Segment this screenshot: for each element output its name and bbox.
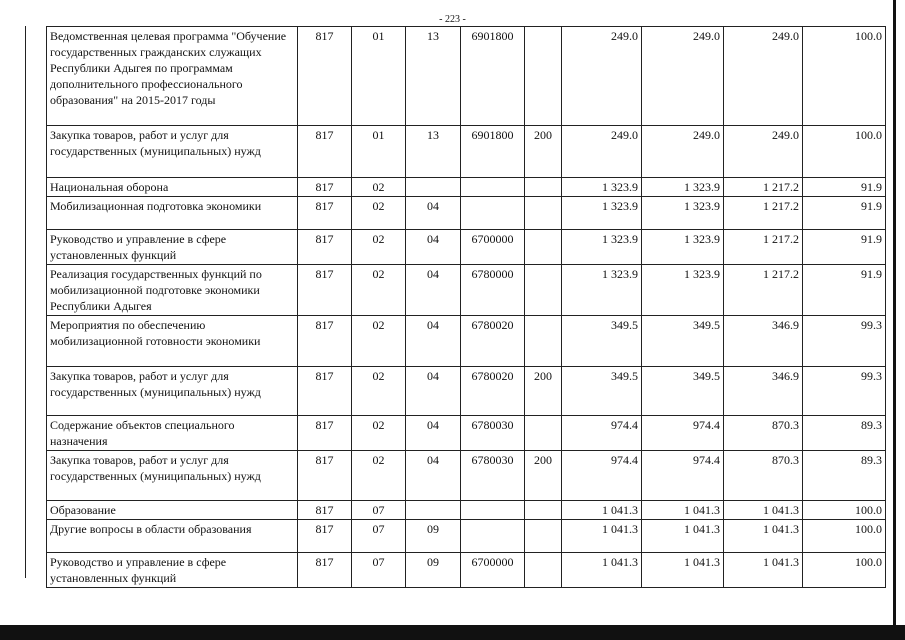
cell-name: Другие вопросы в области образования <box>47 520 298 553</box>
table-row <box>47 416 886 451</box>
cell-name: Национальная оборона <box>47 178 298 197</box>
budget-table <box>46 26 886 588</box>
cell-subsection: 04 <box>406 416 461 451</box>
cell-name: Мобилизационная подготовка экономики <box>47 197 298 230</box>
cell-ministry: 817 <box>298 553 352 588</box>
cell-section: 02 <box>352 197 406 230</box>
cell-percent: 100.0 <box>803 501 886 520</box>
cell-ministry: 817 <box>298 316 352 367</box>
cell-refined: 1 323.9 <box>642 178 724 197</box>
cell-ministry: 817 <box>298 178 352 197</box>
cell-plan: 1 323.9 <box>562 230 642 265</box>
cell-target: 6780030 <box>461 416 525 451</box>
cell-expense <box>525 230 562 265</box>
cell-target <box>461 501 525 520</box>
cell-plan: 249.0 <box>562 27 642 126</box>
cell-target: 6780030 <box>461 451 525 501</box>
cell-ministry: 817 <box>298 501 352 520</box>
cell-subsection: 04 <box>406 197 461 230</box>
cell-subsection: 04 <box>406 316 461 367</box>
cell-refined: 1 323.9 <box>642 265 724 316</box>
cell-executed: 1 041.3 <box>724 520 803 553</box>
cell-subsection: 09 <box>406 553 461 588</box>
cell-ministry: 817 <box>298 27 352 126</box>
table-row <box>47 501 886 520</box>
cell-refined: 1 323.9 <box>642 197 724 230</box>
bottom-scan-bar <box>0 625 905 640</box>
cell-executed: 1 217.2 <box>724 230 803 265</box>
cell-percent: 99.3 <box>803 316 886 367</box>
cell-expense: 200 <box>525 126 562 178</box>
cell-executed: 870.3 <box>724 451 803 501</box>
cell-plan: 1 041.3 <box>562 520 642 553</box>
cell-plan: 1 323.9 <box>562 265 642 316</box>
cell-expense <box>525 197 562 230</box>
cell-executed: 1 217.2 <box>724 265 803 316</box>
cell-percent: 100.0 <box>803 553 886 588</box>
cell-executed: 346.9 <box>724 316 803 367</box>
cell-plan: 1 041.3 <box>562 501 642 520</box>
cell-percent: 91.9 <box>803 178 886 197</box>
table-row <box>47 316 886 367</box>
cell-executed: 870.3 <box>724 416 803 451</box>
cell-plan: 974.4 <box>562 416 642 451</box>
cell-plan: 1 323.9 <box>562 178 642 197</box>
cell-subsection: 09 <box>406 520 461 553</box>
cell-plan: 249.0 <box>562 126 642 178</box>
cell-expense <box>525 265 562 316</box>
cell-ministry: 817 <box>298 230 352 265</box>
cell-executed: 249.0 <box>724 126 803 178</box>
cell-section: 02 <box>352 367 406 416</box>
cell-section: 02 <box>352 178 406 197</box>
cell-percent: 91.9 <box>803 197 886 230</box>
table-row <box>47 126 886 178</box>
cell-section: 07 <box>352 501 406 520</box>
cell-target: 6700000 <box>461 553 525 588</box>
page-number: - 223 - <box>439 14 466 25</box>
cell-subsection <box>406 178 461 197</box>
cell-expense: 200 <box>525 451 562 501</box>
cell-refined: 1 041.3 <box>642 520 724 553</box>
cell-percent: 89.3 <box>803 451 886 501</box>
cell-plan: 1 041.3 <box>562 553 642 588</box>
cell-name: Ведомственная целевая программа "Обучение государственных гражданских служащих Республики Адыгея по программам дополнительного профессионального образования" на 2015-2017 годы <box>47 27 298 126</box>
cell-percent: 100.0 <box>803 520 886 553</box>
cell-subsection: 04 <box>406 230 461 265</box>
cell-refined: 1 323.9 <box>642 230 724 265</box>
cell-percent: 91.9 <box>803 265 886 316</box>
cell-expense <box>525 316 562 367</box>
cell-plan: 1 323.9 <box>562 197 642 230</box>
cell-refined: 974.4 <box>642 416 724 451</box>
cell-expense <box>525 553 562 588</box>
cell-ministry: 817 <box>298 416 352 451</box>
cell-section: 01 <box>352 27 406 126</box>
cell-percent: 100.0 <box>803 126 886 178</box>
table-row <box>47 553 886 588</box>
cell-ministry: 817 <box>298 451 352 501</box>
cell-percent: 89.3 <box>803 416 886 451</box>
cell-expense: 200 <box>525 367 562 416</box>
cell-section: 02 <box>352 451 406 501</box>
cell-name: Реализация государственных функций по мобилизационной подготовке экономики Республики Адыгея <box>47 265 298 316</box>
cell-section: 01 <box>352 126 406 178</box>
cell-executed: 1 041.3 <box>724 501 803 520</box>
cell-name: Закупка товаров, работ и услуг для государственных (муниципальных) нужд <box>47 126 298 178</box>
cell-subsection: 13 <box>406 126 461 178</box>
cell-target: 6780000 <box>461 265 525 316</box>
cell-target: 6700000 <box>461 230 525 265</box>
cell-name: Закупка товаров, работ и услуг для государственных (муниципальных) нужд <box>47 451 298 501</box>
cell-percent: 91.9 <box>803 230 886 265</box>
cell-subsection: 13 <box>406 27 461 126</box>
cell-name: Мероприятия по обеспечению мобилизационной готовности экономики <box>47 316 298 367</box>
cell-expense <box>525 178 562 197</box>
cell-refined: 349.5 <box>642 367 724 416</box>
cell-target: 6901800 <box>461 27 525 126</box>
cell-subsection: 04 <box>406 265 461 316</box>
cell-ministry: 817 <box>298 520 352 553</box>
cell-target: 6780020 <box>461 316 525 367</box>
cell-name: Содержание объектов специального назначения <box>47 416 298 451</box>
cell-section: 02 <box>352 416 406 451</box>
cell-ministry: 817 <box>298 367 352 416</box>
cell-target: 6780020 <box>461 367 525 416</box>
cell-name: Руководство и управление в сфере установленных функций <box>47 553 298 588</box>
cell-name: Закупка товаров, работ и услуг для государственных (муниципальных) нужд <box>47 367 298 416</box>
table-row <box>47 367 886 416</box>
cell-section: 02 <box>352 265 406 316</box>
cell-plan: 349.5 <box>562 367 642 416</box>
cell-plan: 349.5 <box>562 316 642 367</box>
cell-refined: 974.4 <box>642 451 724 501</box>
cell-name: Руководство и управление в сфере установленных функций <box>47 230 298 265</box>
cell-target <box>461 520 525 553</box>
cell-ministry: 817 <box>298 126 352 178</box>
cell-refined: 249.0 <box>642 27 724 126</box>
cell-percent: 99.3 <box>803 367 886 416</box>
cell-executed: 1 041.3 <box>724 553 803 588</box>
table-row <box>47 451 886 501</box>
cell-section: 02 <box>352 316 406 367</box>
cell-subsection: 04 <box>406 451 461 501</box>
cell-subsection <box>406 501 461 520</box>
cell-name: Образование <box>47 501 298 520</box>
cell-executed: 249.0 <box>724 27 803 126</box>
cell-refined: 249.0 <box>642 126 724 178</box>
right-page-border <box>893 0 896 625</box>
cell-executed: 1 217.2 <box>724 178 803 197</box>
cell-expense <box>525 520 562 553</box>
cell-expense <box>525 416 562 451</box>
cell-target <box>461 197 525 230</box>
cell-plan: 974.4 <box>562 451 642 501</box>
left-margin-rule <box>25 26 26 578</box>
cell-ministry: 817 <box>298 197 352 230</box>
cell-executed: 1 217.2 <box>724 197 803 230</box>
cell-section: 07 <box>352 520 406 553</box>
cell-refined: 349.5 <box>642 316 724 367</box>
cell-refined: 1 041.3 <box>642 501 724 520</box>
cell-ministry: 817 <box>298 265 352 316</box>
cell-target <box>461 178 525 197</box>
table-row <box>47 230 886 265</box>
cell-section: 07 <box>352 553 406 588</box>
cell-target: 6901800 <box>461 126 525 178</box>
cell-refined: 1 041.3 <box>642 553 724 588</box>
cell-expense <box>525 27 562 126</box>
cell-expense <box>525 501 562 520</box>
table-row <box>47 27 886 126</box>
cell-executed: 346.9 <box>724 367 803 416</box>
table-row <box>47 520 886 553</box>
cell-section: 02 <box>352 230 406 265</box>
cell-percent: 100.0 <box>803 27 886 126</box>
cell-subsection: 04 <box>406 367 461 416</box>
table-row <box>47 197 886 230</box>
table-row <box>47 178 886 197</box>
table-row <box>47 265 886 316</box>
